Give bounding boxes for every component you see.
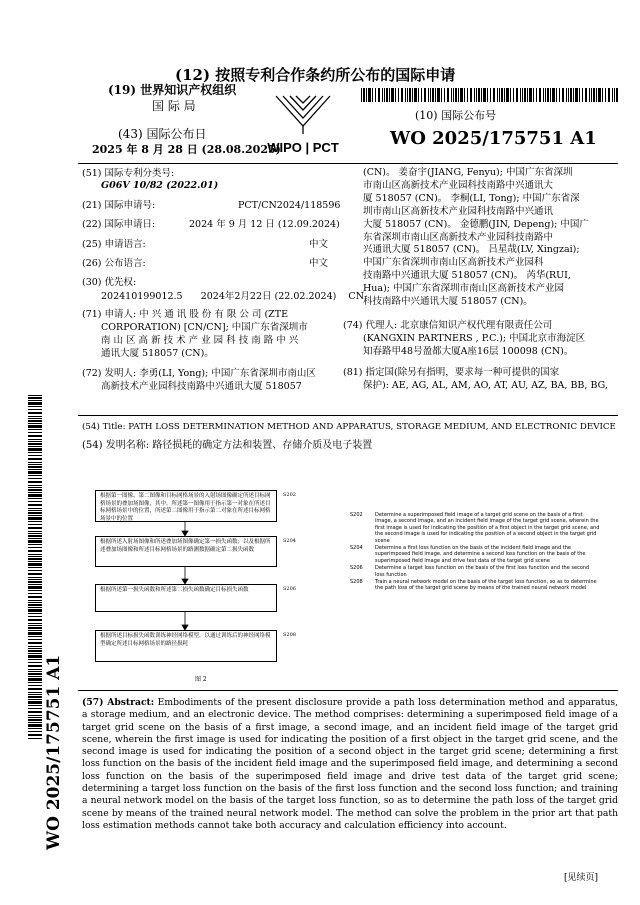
barcode-bar <box>432 88 434 102</box>
barcode-bar <box>28 705 42 706</box>
barcode-bar <box>483 88 486 102</box>
f51-label: (51) 国际专利分类号: <box>82 168 175 179</box>
f22-value: 2024 年 9 月 12 日 (12.09.2024) <box>189 219 340 230</box>
flow-step-box: 根据所述第一损失函数和所述第二损失函数确定目标损失函数 <box>95 584 277 612</box>
barcode-bar <box>28 625 42 626</box>
barcode-bar <box>566 88 567 102</box>
title-zh: (54) 发明名称: 路径损耗的确定方法和装置、存储介质及电子装置 <box>82 440 373 451</box>
barcode-bar <box>28 607 42 608</box>
barcode-bar <box>28 489 42 491</box>
pubno-label: (10) 国际公布号 <box>415 109 497 122</box>
f72-line-2: 高新技术产业园科技南路中兴通讯大厦 518057 <box>101 381 302 392</box>
barcode-bar <box>28 412 42 414</box>
barcode-bar <box>366 88 367 102</box>
barcode-bar <box>598 88 601 102</box>
inventor-line-8: 中国广东省深圳市南山区高新技术产业园科 <box>363 257 544 269</box>
barcode-bar <box>28 527 42 529</box>
barcode-bar <box>28 469 42 470</box>
inventor-line-5: 大厦 518057 (CN)。 金德鹏(JIN, Depeng); 中国广 <box>363 218 589 230</box>
wipo-logo <box>246 90 361 158</box>
barcode-bar <box>582 88 583 102</box>
barcode-bar <box>513 88 514 102</box>
flow-step-box: 根据第一图像、第二图像和目标网格场景的入射场图像确定所述目标网格场景的叠加场图像，其中，所述第一图像用于指示第一对象在所述目标网格场景中的位置，所述第二图像用于指示第二对象在所述目标网格场景中的位置 <box>95 490 277 522</box>
barcode-bar <box>398 88 399 102</box>
figure-flowchart <box>95 470 335 690</box>
inventor-line-7: 兴通讯大厦 518057 (CN)。 吕星哉(LV, Xingzai); <box>363 244 580 256</box>
inventor-line-10: Hua); 中国广东省深圳市南山区高新技术产业园 <box>363 283 564 295</box>
barcode-bar <box>28 694 42 695</box>
barcode-bar <box>28 400 42 401</box>
barcode-bar <box>552 88 555 102</box>
barcode-bar <box>470 88 472 102</box>
barcode-bar <box>28 464 42 465</box>
barcode-bar <box>533 88 534 102</box>
barcode-bar <box>28 728 42 729</box>
barcode-bar <box>28 550 42 552</box>
barcode-bar <box>487 88 488 102</box>
barcode-bar <box>424 88 426 102</box>
barcode-bar <box>524 88 526 102</box>
barcode-bar <box>28 478 42 479</box>
barcode-bar <box>28 547 42 548</box>
barcode-bar <box>547 88 549 102</box>
f25-label: (25) 申请语言: <box>82 239 146 250</box>
barcode-bar <box>562 88 564 102</box>
barcode-bar <box>28 531 42 532</box>
inventor-line-6: 东省深圳市南山区高新技术产业园科技南路中 <box>363 231 554 243</box>
publication-number: WO 2025/175751 A1 <box>390 128 597 149</box>
barcode-bar <box>539 88 541 102</box>
barcode-bar <box>451 88 452 102</box>
barcode-bar <box>28 586 42 589</box>
barcode-bar <box>28 642 42 644</box>
barcode-bar <box>28 678 42 681</box>
side-publication-number: WO 2025/175751 A1 <box>44 654 64 850</box>
barcode-bar <box>28 613 42 614</box>
barcode-bar <box>556 88 557 102</box>
org-bureau: 国 际 局 <box>152 99 196 113</box>
barcode-bar <box>28 593 42 594</box>
barcode-bar <box>28 533 42 534</box>
barcode-bar <box>28 558 42 560</box>
barcode-bar <box>28 492 42 493</box>
barcode-bar <box>28 685 42 686</box>
barcode-bar <box>28 446 42 447</box>
barcode-bar <box>28 466 42 468</box>
barcode-bar <box>395 88 396 102</box>
agent-line-3: 知春路甲48号盈都大厦A座16层 100098 (CN)。 <box>363 345 574 357</box>
inventor-line-11: 科技南路中兴通讯大厦 518057 (CN)。 <box>363 296 533 307</box>
barcode-bar <box>28 508 42 509</box>
barcode-bar <box>28 719 42 721</box>
barcode-bar <box>28 540 42 543</box>
barcode-bar <box>497 88 498 102</box>
barcode-bar <box>28 544 42 545</box>
legend-step-text: Train a neural network model on the basis of the target loss function, so as to determine the path loss of the target grid scene by means of the trained neural network model <box>375 579 597 592</box>
pubdate-label: (43) 国际公布日 <box>118 127 207 141</box>
inventor-line-2: 市南山区高新技术产业园科技南路中兴通讯大 <box>363 179 554 191</box>
barcode-bar <box>28 590 42 591</box>
barcode-bar <box>579 88 580 102</box>
barcode-bar <box>28 487 42 488</box>
barcode-bar <box>372 88 373 102</box>
f51-value: G06V 10/82 (2022.01) <box>101 180 219 191</box>
barcode-bar <box>476 88 477 102</box>
barcode-bar <box>501 88 503 102</box>
barcode-bar <box>441 88 442 102</box>
barcode-bar <box>474 88 475 102</box>
barcode-bar <box>506 88 509 102</box>
barcode-bar <box>28 577 42 578</box>
barcode-bar <box>28 481 42 483</box>
barcode-bar <box>28 570 42 571</box>
flow-step-id: S206 <box>283 586 296 592</box>
barcode-bar <box>28 409 42 410</box>
agent-line-2: (KANGXIN PARTNERS , P.C.); 中国北京市海淀区 <box>363 332 586 344</box>
legend-step-text: Determine a superimposed field image of a target grid scene on the basis of a first image, a second image, and an incident field image of the target grid scene, wherein the first image is used for indicating the position of a first object in the target grid scene, and the second image is used for indicating the position of a second object in the target grid scene <box>375 512 600 544</box>
barcode-bar <box>418 88 419 102</box>
f30-label: (30) 优先权: <box>82 277 137 288</box>
barcode-bar <box>28 475 42 476</box>
f22-label: (22) 国际申请日: <box>82 219 156 230</box>
barcode-bar <box>559 88 560 102</box>
barcode-bar <box>428 88 429 102</box>
barcode-bar <box>28 402 42 405</box>
barcode-bar <box>28 669 42 670</box>
barcode-bar <box>391 88 394 102</box>
barcode-bar <box>616 88 618 102</box>
barcode-bar <box>28 711 42 713</box>
barcode-bar <box>490 88 491 102</box>
designated-line-2: 保护): AE, AG, AL, AM, AO, AT, AU, AZ, BA, BB, BG, <box>363 379 608 391</box>
barcode-bar <box>28 524 42 525</box>
barcode-bar <box>602 88 603 102</box>
barcode-bar <box>28 462 42 463</box>
barcode-bar <box>467 88 468 102</box>
abstract-label: (57) Abstract: <box>82 697 155 708</box>
barcode-bar <box>522 88 523 102</box>
barcode-bar <box>384 88 385 102</box>
barcode-bar <box>499 88 500 102</box>
barcode-bar <box>435 88 436 102</box>
f26-value: 中文 <box>309 258 329 269</box>
barcode-bar <box>527 88 528 102</box>
f21-label: (21) 国际申请号: <box>82 200 156 211</box>
barcode-bar <box>529 88 532 102</box>
barcode-bar <box>28 573 42 575</box>
barcode-bar <box>593 88 595 102</box>
barcode-bar <box>28 636 42 637</box>
pubdate-value: 2025 年 8 月 28 日 (28.08.2025) <box>92 143 281 156</box>
barcode-bar <box>28 455 42 456</box>
barcode-bar <box>447 88 449 102</box>
barcode-bar <box>568 88 569 102</box>
barcode-bar <box>28 584 42 585</box>
barcode-bar <box>28 554 42 555</box>
f71-line-1: (71) 申请人: 中 兴 通 讯 股 份 有 限 公 司 (ZTE <box>82 309 289 320</box>
barcode-bar <box>421 88 422 102</box>
barcode-bar <box>412 88 413 102</box>
barcode-bar <box>368 88 371 102</box>
barcode-bar <box>28 717 42 718</box>
barcode-bar <box>28 517 42 520</box>
barcode-bar <box>550 88 551 102</box>
barcode-bar <box>401 88 403 102</box>
legend-row <box>350 579 615 592</box>
barcode-bar <box>28 623 42 624</box>
legend-step-text: Determine a target loss function on the basis of the first loss function and the second loss function <box>375 565 590 578</box>
barcode-bar <box>573 88 574 102</box>
barcode-bar <box>28 494 42 497</box>
barcode-bar <box>28 512 42 514</box>
barcode-bar <box>28 498 42 499</box>
barcode-bar <box>28 722 42 723</box>
barcode-bar <box>455 88 457 102</box>
barcode-bar <box>28 504 42 506</box>
barcode-bar <box>516 88 518 102</box>
barcode-bar <box>28 425 42 428</box>
barcode-bar <box>28 471 42 474</box>
barcode-bar <box>28 602 42 603</box>
barcode-bar <box>386 88 388 102</box>
barcode-bar <box>605 88 606 102</box>
barcode-bar <box>28 627 42 629</box>
barcode-bar <box>28 418 42 419</box>
barcode-bar <box>536 88 537 102</box>
figure-legend <box>350 512 615 593</box>
legend-step-id: S202 <box>350 512 363 518</box>
barcode-bar <box>28 650 42 652</box>
agent-line-1: (74) 代理人: 北京康信知识产权代理有限责任公司 <box>343 320 553 331</box>
barcode-bar <box>481 88 482 102</box>
f71-line-2: CORPORATION) [CN/CN]; 中国广东省深圳市 <box>101 322 308 333</box>
barcode-bar <box>28 701 42 704</box>
title-en: (54) Title: PATH LOSS DETERMINATION METHOD AND APPARATUS, STORAGE MEDIUM, AND ELECTRONIC DEVICE <box>82 422 616 432</box>
barcode-bar <box>363 88 365 102</box>
f21-value: PCT/CN2024/118596 <box>238 200 341 211</box>
barcode-bar <box>28 630 42 631</box>
barcode-bar <box>28 699 42 700</box>
barcode-bar <box>585 88 587 102</box>
barcode-bar <box>520 88 521 102</box>
barcode-bar <box>612 88 613 102</box>
barcode-bar <box>28 682 42 683</box>
f30-value: 202410199012.5 2024年2月22日 (22.02.2024) CN <box>101 291 365 302</box>
barcode-bar <box>28 567 42 568</box>
barcode-bar <box>28 416 42 417</box>
barcode-bar <box>28 734 42 736</box>
barcode-bar <box>28 609 42 612</box>
barcode-bar <box>28 441 42 442</box>
barcode-bar <box>596 88 597 102</box>
barcode-bar <box>28 655 42 658</box>
continued-on-next-page: [见续页] <box>564 873 599 883</box>
barcode-bar <box>28 501 42 502</box>
barcode-bar <box>28 648 42 649</box>
barcode-bar <box>28 556 42 557</box>
inventor-line-4: 圳市南山区高新技术产业园科技南路中兴通讯 <box>363 205 554 217</box>
barcode-bar <box>28 738 42 739</box>
barcode-bar <box>407 88 408 102</box>
barcode-bar <box>28 581 42 583</box>
header-divider <box>78 163 618 164</box>
barcode-bar <box>28 452 42 453</box>
wipo-text: WIPO | PCT <box>267 140 339 155</box>
barcode-bar <box>28 619 42 621</box>
abstract-divider <box>78 690 618 691</box>
barcode-bar <box>28 563 42 566</box>
legend-step-text: Determine a first loss function on the basis of the incident field image and the superimposed field image, and determine a second loss function on the basis of the superimposed field image and drive test data of the target grid scene <box>375 545 586 564</box>
barcode-bar <box>591 88 592 102</box>
barcode-bar <box>28 676 42 677</box>
barcode-bar <box>28 671 42 672</box>
barcode-bar <box>28 521 42 522</box>
barcode-bar <box>28 561 42 562</box>
barcode-bar <box>28 596 42 598</box>
barcode-bar <box>28 397 42 399</box>
flow-step-box: 根据所述入射场图像和所述叠加场图像确定第一损失函数；以及根据所述叠加场图像和所述目标网格场景的路测数据确定第二损失函数 <box>95 536 277 567</box>
barcode-bar <box>437 88 440 102</box>
barcode-bar <box>28 432 42 433</box>
legend-step-id: S208 <box>350 579 363 586</box>
barcode-bar <box>28 692 42 693</box>
barcode-bar <box>28 435 42 437</box>
barcode-bar <box>409 88 411 102</box>
barcode-bar <box>28 665 42 667</box>
barcode-bar <box>28 662 42 663</box>
barcode-bar <box>608 88 610 102</box>
barcode-bar <box>493 88 495 102</box>
legend-row <box>350 545 615 564</box>
barcode-bar <box>28 420 42 422</box>
legend-row <box>350 565 615 578</box>
barcode-bar <box>28 439 42 440</box>
barcode-bar <box>504 88 505 102</box>
barcode-bar <box>28 515 42 516</box>
f72-line-1: (72) 发明人: 李勇(LI, Yong); 中国广东省深圳市南山区 <box>82 368 316 379</box>
barcode-bar <box>464 88 465 102</box>
barcode-bar <box>28 731 42 732</box>
org-name: (19) 世界知识产权组织 <box>108 83 237 97</box>
barcode-bar <box>589 88 590 102</box>
barcode-bar <box>575 88 578 102</box>
barcode-bar <box>28 653 42 654</box>
f71-line-4: 通讯大厦 518057 (CN)。 <box>101 348 214 359</box>
barcode-bar <box>543 88 544 102</box>
barcode-bar <box>430 88 431 102</box>
legend-row <box>350 512 615 544</box>
barcode-bar <box>510 88 511 102</box>
barcode-bar <box>414 88 417 102</box>
f71-line-3: 南 山 区 高 新 技 术 产 业 园 科 技 南 路 中 兴 <box>101 335 299 346</box>
barcode-bar <box>570 88 572 102</box>
document-type-title: (12) 按照专利合作条约所公布的国际申请 <box>175 66 456 84</box>
abstract <box>82 697 618 832</box>
barcode-bar <box>545 88 546 102</box>
barcode-bar <box>614 88 615 102</box>
flow-step-id: S208 <box>283 632 296 638</box>
barcode-bar <box>405 88 406 102</box>
barcode-bar <box>361 88 362 102</box>
barcode-bar <box>28 604 42 606</box>
barcode-bar <box>28 406 42 407</box>
inventor-line-3: 厦 518057 (CN)。 李桐(LI, Tong); 中国广东省深 <box>363 192 580 204</box>
barcode-bar <box>444 88 445 102</box>
barcode-bar <box>28 423 42 424</box>
flow-step-id: S204 <box>283 538 296 544</box>
f26-label: (26) 公布语言: <box>82 258 146 269</box>
flow-step-box: 根据所述目标损失函数训练神经网络模型，以通过训练后的神经网络模型确定所述目标网格场景的路径损耗 <box>95 630 277 662</box>
barcode-top <box>361 88 619 102</box>
barcode-bar <box>382 88 383 102</box>
barcode-bar <box>28 510 42 511</box>
barcode-side <box>28 395 42 740</box>
f25-value: 中文 <box>309 239 329 250</box>
flow-step-id: S202 <box>283 492 296 498</box>
abstract-text: Embodiments of the present disclosure provide a path loss determination method and apparatus, a storage medium, and an electronic device. The method comprises: determining a superimposed field image of a target grid scene on the basis of a first image, a second image, and an incident field image of the target grid scene, wherein the first image is used for indicating the position of a first object in the target grid scene, and the second image is used for indicating the position of a second object in the target grid scene; determining a first loss function on the basis of the incident field image and the superimposed field image, and determining a second loss function on the basis of the superimposed field image and drive test data of the target grid scene; determining a target loss function on the basis of the first loss function and the second loss function; and training a neural network model on the basis of the target loss function, so as to determine the path loss of the target grid scene by means of the trained neural network model. The method can solve the problem in the prior art that path loss estimation methods cannot take both accuracy and calculation efficiency into account. <box>82 697 619 831</box>
barcode-bar <box>28 632 42 635</box>
barcode-bar <box>28 485 42 486</box>
legend-step-id: S206 <box>350 565 363 572</box>
barcode-bar <box>28 659 42 660</box>
inventor-line-9: 技南路中兴通讯大厦 518057 (CN)。 芮华(RUI, <box>363 270 571 282</box>
barcode-bar <box>378 88 380 102</box>
barcode-bar <box>478 88 480 102</box>
barcode-bar <box>389 88 390 102</box>
barcode-bar <box>28 715 42 716</box>
bib-divider <box>78 415 618 416</box>
barcode-bar <box>28 639 42 640</box>
legend-step-id: S204 <box>350 545 363 552</box>
figure-caption: 图 2 <box>195 676 207 683</box>
barcode-bar <box>28 395 42 396</box>
barcode-bar <box>28 696 42 698</box>
barcode-bar <box>28 429 42 430</box>
barcode-bar <box>460 88 463 102</box>
designated-line-1: (81) 指定国(除另有指明，要求每一种可提供的国家 <box>343 367 560 378</box>
barcode-bar <box>453 88 454 102</box>
barcode-bar <box>28 688 42 690</box>
inventor-line-1: (CN)。 姜奋宇(JIANG, Fenyu); 中国广东省深圳 <box>363 167 573 178</box>
barcode-bar <box>28 616 42 617</box>
barcode-bar <box>28 579 42 580</box>
barcode-bar <box>28 600 42 601</box>
barcode-bar <box>28 458 42 460</box>
barcode-bar <box>28 708 42 709</box>
barcode-bar <box>28 724 42 727</box>
barcode-bar <box>458 88 459 102</box>
barcode-bar <box>28 443 42 445</box>
barcode-bar <box>28 673 42 675</box>
barcode-bar <box>375 88 376 102</box>
barcode-bar <box>28 538 42 539</box>
barcode-bar <box>28 646 42 647</box>
barcode-bar <box>28 448 42 451</box>
barcode-bar <box>28 535 42 537</box>
